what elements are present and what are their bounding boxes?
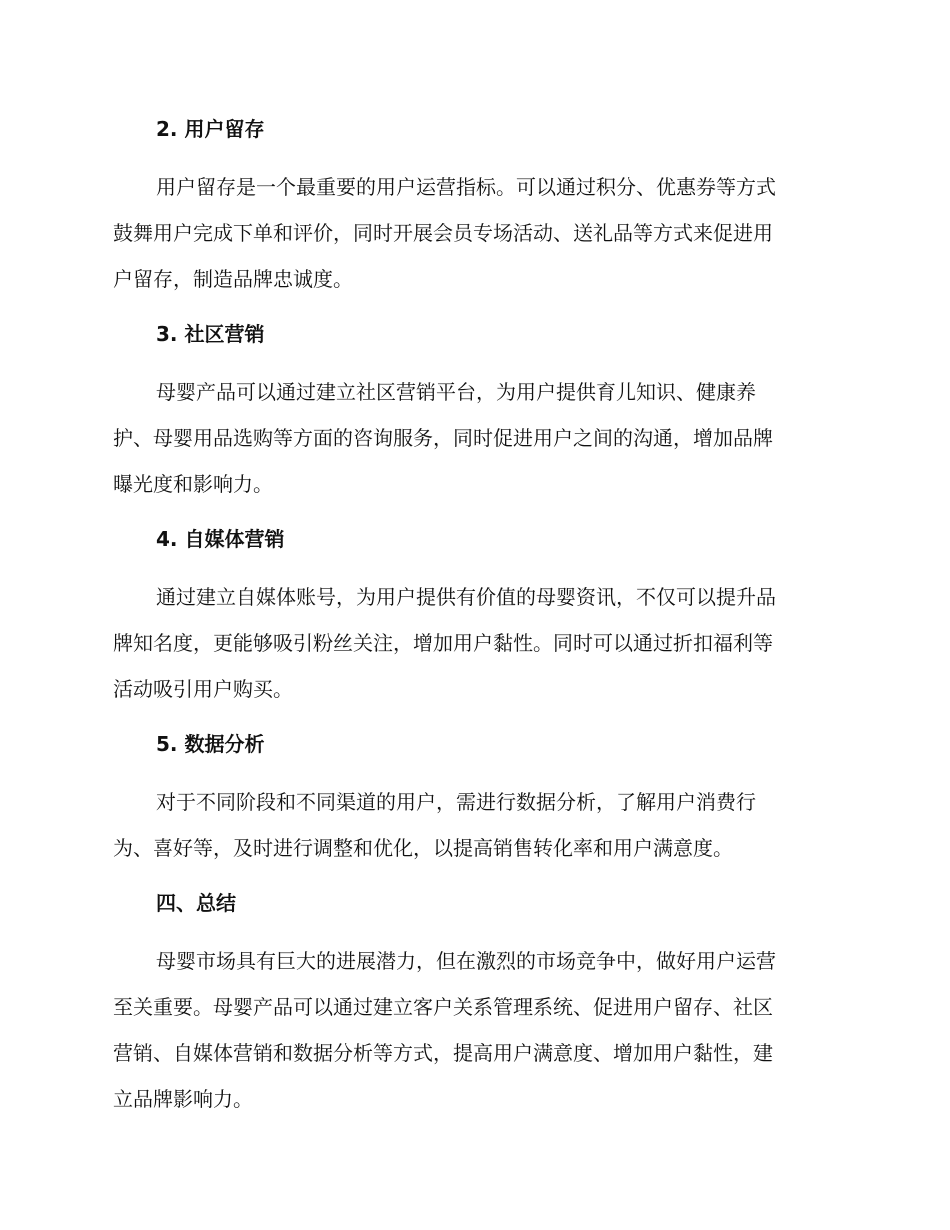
paragraph-line: 用户留存是一个最重要的用户运营指标。可以通过积分、优惠券等方式 (156, 175, 776, 199)
section-heading-data-analysis: 5. 数据分析 (156, 732, 265, 756)
paragraph-line: 立品牌影响力。 (113, 1087, 253, 1111)
paragraph-summary (113, 938, 833, 1122)
section-heading-self-media-marketing: 4. 自媒体营销 (156, 527, 285, 551)
paragraph-community-marketing (113, 369, 833, 507)
paragraph-line: 护、母婴用品选购等方面的咨询服务，同时促进用户之间的沟通，增加品牌 (113, 426, 773, 450)
paragraph-line: 至关重要。母婴产品可以通过建立客户关系管理系统、促进用户留存、社区 (113, 995, 773, 1019)
section-heading-summary: 四、总结 (156, 891, 236, 915)
paragraph-line: 营销、自媒体营销和数据分析等方式，提高用户满意度、增加用户黏性，建 (113, 1041, 773, 1065)
paragraph-self-media-marketing (113, 574, 833, 712)
section-heading-community-marketing: 3. 社区营销 (156, 322, 265, 346)
paragraph-data-analysis (113, 779, 833, 871)
paragraph-line: 对于不同阶段和不同渠道的用户，需进行数据分析，了解用户消费行 (156, 790, 756, 814)
paragraph-line: 活动吸引用户购买。 (113, 677, 293, 701)
paragraph-line: 鼓舞用户完成下单和评价，同时开展会员专场活动、送礼品等方式来促进用 (113, 221, 773, 245)
paragraph-line: 户留存，制造品牌忠诚度。 (113, 267, 353, 291)
section-heading-user-retention: 2. 用户留存 (156, 117, 265, 141)
paragraph-user-retention (113, 164, 833, 302)
paragraph-line: 为、喜好等，及时进行调整和优化，以提高销售转化率和用户满意度。 (113, 836, 733, 860)
paragraph-line: 母婴市场具有巨大的进展潜力，但在激烈的市场竞争中，做好用户运营 (156, 949, 776, 973)
paragraph-line: 牌知名度，更能够吸引粉丝关注，增加用户黏性。同时可以通过折扣福利等 (113, 631, 773, 655)
paragraph-line: 母婴产品可以通过建立社区营销平台，为用户提供育儿知识、健康养 (156, 380, 756, 404)
paragraph-line: 通过建立自媒体账号，为用户提供有价值的母婴资讯，不仅可以提升品 (156, 585, 776, 609)
paragraph-line: 曝光度和影响力。 (113, 472, 273, 496)
